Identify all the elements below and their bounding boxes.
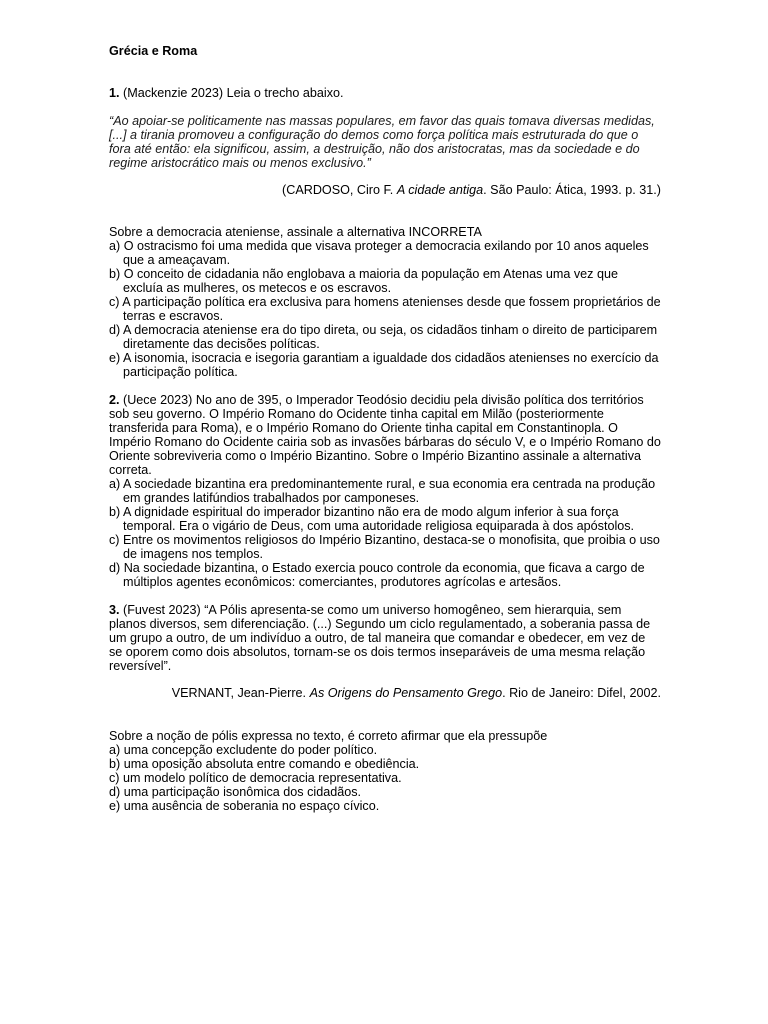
option-a: a) uma concepção excludente do poder político.	[109, 743, 378, 757]
question-number: 2	[109, 393, 117, 407]
question-1-body	[109, 225, 661, 379]
question-3-citation: VERNANT, Jean-Pierre. As Origens do Pensamento Grego. Rio de Janeiro: Difel, 2002.	[171, 686, 661, 700]
option-c: c) um modelo político de democracia representativa.	[109, 771, 402, 785]
option-b: b) uma oposição absoluta entre comando e obediência.	[109, 757, 420, 771]
option-b: b) O conceito de cidadania não englobava a maioria da população em Atenas uma vez que excluía as mulheres, os metecos e os escravos.	[109, 267, 618, 295]
option-c: c) A participação política era exclusiva para homens atenienses desde que fossem proprietários de terras e escravos.	[109, 295, 661, 323]
question-1-header: 1. (Mackenzie 2023) Leia o trecho abaixo.	[109, 86, 344, 100]
quote-text: “Ao apoiar-se politicamente nas massas populares, em favor das quais tomava diversas medidas, [...] a tirania promoveu a configuração do demos como força política mais estruturada do que o fora até então: ela significou, assim, a destruição, não dos aristocratas, mas da sociedade e do regime aristocrático mais ou menos exclusivo.”	[109, 114, 655, 170]
option-d: d) A democracia ateniense era do tipo direta, ou seja, os cidadãos tinham o direito de participarem diretamente das decisões políticas.	[109, 323, 658, 351]
question-1-citation: (CARDOSO, Ciro F. A cidade antiga. São Paulo: Ática, 1993. p. 31.)	[282, 183, 661, 197]
question-2: 2. (Uece 2023) No ano de 395, o Imperador Teodósio decidiu pela divisão política dos territórios sob seu governo. O Império Romano do Ocidente tinha capital em Milão (posteriormente transferida para Roma), e o Império Romano do Oriente tinha capital em Constantinopla. O Império Romano do Ocidente cairia sob as invasões bárbaras do século V, e o Império Romano do Oriente sobreviveria como o Império Bizantino. Sobre o Império Bizantino assinale a alternativa correta. a) A sociedade bizantina era predominantemente rural, e sua economia era centrada na produção em grandes latifúndios trabalhados por camponeses. b) A dignidade espiritual do imperador bizantino não era de modo algum inferior à sua força temporal. Era o vigário de Deus, com uma autoridade religiosa equiparada à dos apóstolos. c) Entre os movimentos religiosos do Império Bizantino, destaca-se o monofisita, que proibia o uso de imagens nos templos. d) Na sociedade bizantina, o Estado exercia pouco controle da economia, que ficava a cargo de múltiplos agentes econômicos: comerciantes, produtores agrícolas e artesãos.	[109, 393, 661, 589]
citation-title: As Origens do Pensamento Grego	[309, 686, 503, 700]
citation-title: A cidade antiga	[396, 183, 484, 197]
question-3: 3. (Fuvest 2023) “A Pólis apresenta-se como um universo homogêneo, sem hierarquia, sem planos diversos, sem diferenciação. (...) Segundo um ciclo regulamentado, a soberania passa de um grupo a outro, de um indivíduo a outro, de tal maneira que comandar e obedecer, em vez de se oporem como dois absolutos, tornam-se os dois termos inseparáveis de uma mesma relação reversível”.	[109, 603, 651, 673]
option-d: d) Na sociedade bizantina, o Estado exercia pouco controle da economia, que ficava a cargo de múltiplos agentes econômicos: comerciantes, produtores agrícolas e artesãos.	[109, 561, 645, 589]
option-e: e) A isonomia, isocracia e isegoria garantiam a igualdade dos cidadãos atenienses no exercício da participação política.	[109, 351, 659, 379]
option-e: e) uma ausência de soberania no espaço cívico.	[109, 799, 380, 813]
question-number: 3	[109, 603, 117, 617]
question-number: 1	[109, 86, 117, 100]
option-a: a) O ostracismo foi uma medida que visava proteger a democracia exilando por 10 anos aqueles que a ameaçavam.	[109, 239, 649, 267]
option-b: b) A dignidade espiritual do imperador bizantino não era de modo algum inferior à sua força temporal. Era o vigário de Deus, com uma autoridade religiosa equiparada à dos apóstolos.	[109, 505, 635, 533]
question-text: (Fuvest 2023) “A Pólis apresenta-se como um universo homogêneo, sem hierarquia, sem planos diversos, sem diferenciação. (...) Segundo um ciclo regulamentado, a soberania passa de um grupo a outro, de um indivíduo a outro, de tal maneira que comandar e obedecer, em vez de se oporem como dois absolutos, tornam-se os dois termos inseparáveis de uma mesma relação reversível”.	[109, 603, 651, 673]
document-title: Grécia e Roma	[109, 44, 198, 58]
option-c: c) Entre os movimentos religiosos do Império Bizantino, destaca-se o monofisita, que proibia o uso de imagens nos templos.	[109, 533, 660, 561]
question-3-body	[109, 729, 661, 813]
question-prompt: Sobre a noção de pólis expressa no texto, é correto afirmar que ela pressupõe	[109, 729, 548, 743]
question-text: (Uece 2023) No ano de 395, o Imperador Teodósio decidiu pela divisão política dos territórios sob seu governo. O Império Romano do Ocidente tinha capital em Milão (posteriormente transferida para Roma), e o Império Romano do Oriente tinha capital em Constantinopla. O Império Romano do Ocidente cairia sob as invasões bárbaras do século V, e o Império Romano do Oriente sobreviveria como o Império Bizantino. Sobre o Império Bizantino assinale a alternativa correta.	[109, 393, 661, 477]
option-d: d) uma participação isonômica dos cidadãos.	[109, 785, 362, 799]
option-a: a) A sociedade bizantina era predominantemente rural, e sua economia era centrada na produção em grandes latifúndios trabalhados por camponeses.	[109, 477, 656, 505]
question-1-quote	[109, 114, 661, 170]
question-prompt: Sobre a democracia ateniense, assinale a alternativa INCORRETA	[109, 225, 482, 239]
question-source: (Mackenzie 2023) Leia o trecho abaixo.	[119, 86, 344, 100]
